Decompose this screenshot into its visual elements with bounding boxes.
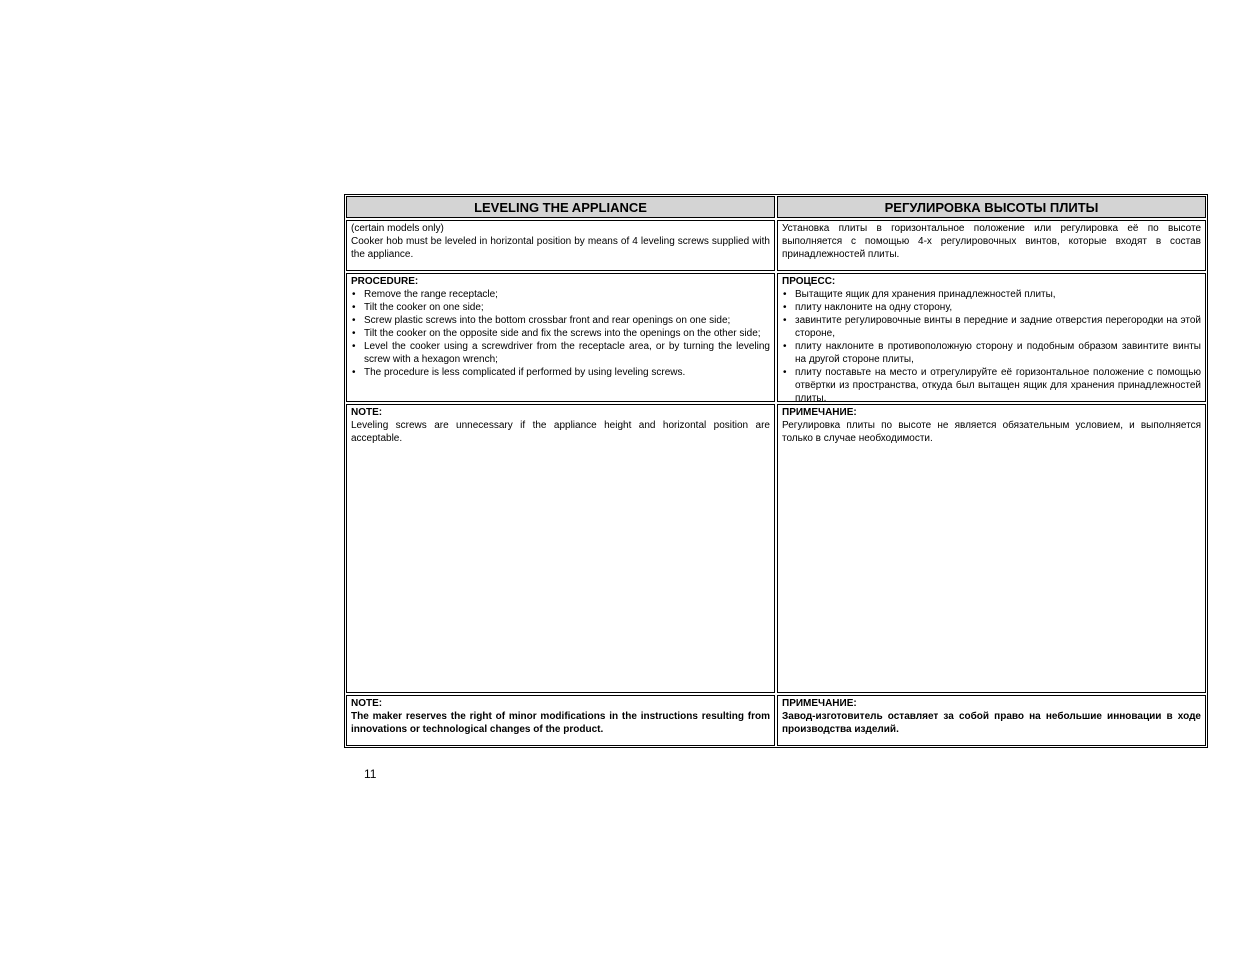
note2-en bbox=[346, 695, 775, 746]
note1-en bbox=[346, 404, 775, 693]
list-item: • Вытащите ящик для хранения принадлежностей плиты, bbox=[782, 288, 1201, 301]
procedure-en bbox=[346, 273, 775, 402]
note1-ru-title: ПРИМЕЧАНИЕ: bbox=[782, 407, 857, 418]
header-row bbox=[346, 196, 1206, 218]
page-number: 11 bbox=[364, 767, 377, 781]
list-item: • Level the cooker using a screwdriver from the receptacle area, or by turning the leveling screw with a hexagon wrench; bbox=[351, 340, 770, 366]
note1-row bbox=[346, 404, 1206, 693]
list-item: • The procedure is less complicated if performed by using leveling screws. bbox=[351, 366, 770, 379]
intro-en-models-note: (certain models only) bbox=[351, 223, 444, 234]
intro-en-text: Cooker hob must be leveled in horizontal position by means of 4 leveling screws supplied with the appliance. bbox=[351, 236, 770, 260]
note1-ru-text: Регулировка плиты по высоте не является обязательным условием, и выполняется только в случае необходимости. bbox=[782, 420, 1201, 444]
list-item: • завинтите регулировочные винты в передние и задние отверстия перегородки на этой стороне, bbox=[782, 314, 1201, 340]
note2-en-title: NOTE: bbox=[351, 698, 383, 709]
note2-ru-text: Завод-изготовитель оставляет за собой право на небольшие инновации в ходе производства изделий. bbox=[782, 711, 1201, 735]
procedure-ru-list bbox=[782, 288, 1201, 405]
note2-ru bbox=[777, 695, 1206, 746]
note2-row bbox=[346, 695, 1206, 746]
instruction-table bbox=[344, 194, 1208, 748]
list-item: • Tilt the cooker on one side; bbox=[351, 301, 770, 314]
intro-row bbox=[346, 220, 1206, 271]
procedure-row bbox=[346, 273, 1206, 402]
note1-en-title: NOTE: bbox=[351, 407, 383, 418]
procedure-en-list bbox=[351, 288, 770, 379]
intro-en bbox=[346, 220, 775, 271]
list-item: • плиту наклоните на одну сторону, bbox=[782, 301, 1201, 314]
procedure-ru-title: ПРОЦЕСС: bbox=[782, 276, 836, 287]
intro-ru bbox=[777, 220, 1206, 271]
procedure-ru bbox=[777, 273, 1206, 402]
list-item: • Remove the range receptacle; bbox=[351, 288, 770, 301]
header-en: LEVELING THE APPLIANCE bbox=[346, 196, 775, 218]
intro-ru-text: Установка плиты в горизонтальное положение или регулировка её по высоте выполняется с помощью 4-х регулировочных винтов, которые входят в состав принадлежностей плиты. bbox=[782, 223, 1201, 260]
list-item: • Screw plastic screws into the bottom crossbar front and rear openings on one side; bbox=[351, 314, 770, 327]
note2-en-text: The maker reserves the right of minor modifications in the instructions resulting from innovations or technological changes of the product. bbox=[351, 711, 770, 735]
list-item: • плиту поставьте на место и отрегулируйте её горизонтальное положение с помощью отвёртки из пространства, откуда был вытащен ящик для хранения принадлежностей плиты. bbox=[782, 366, 1201, 405]
note1-en-text: Leveling screws are unnecessary if the appliance height and horizontal position are acceptable. bbox=[351, 420, 770, 444]
note1-ru bbox=[777, 404, 1206, 693]
note2-ru-title: ПРИМЕЧАНИЕ: bbox=[782, 698, 857, 709]
list-item: • Tilt the cooker on the opposite side and fix the screws into the openings on the other side; bbox=[351, 327, 770, 340]
procedure-en-title: PROCEDURE: bbox=[351, 276, 419, 287]
list-item: • плиту наклоните в противоположную сторону и подобным образом завинтите винты на другой стороне плиты, bbox=[782, 340, 1201, 366]
header-ru: РЕГУЛИРОВКА ВЫСОТЫ ПЛИТЫ bbox=[777, 196, 1206, 218]
